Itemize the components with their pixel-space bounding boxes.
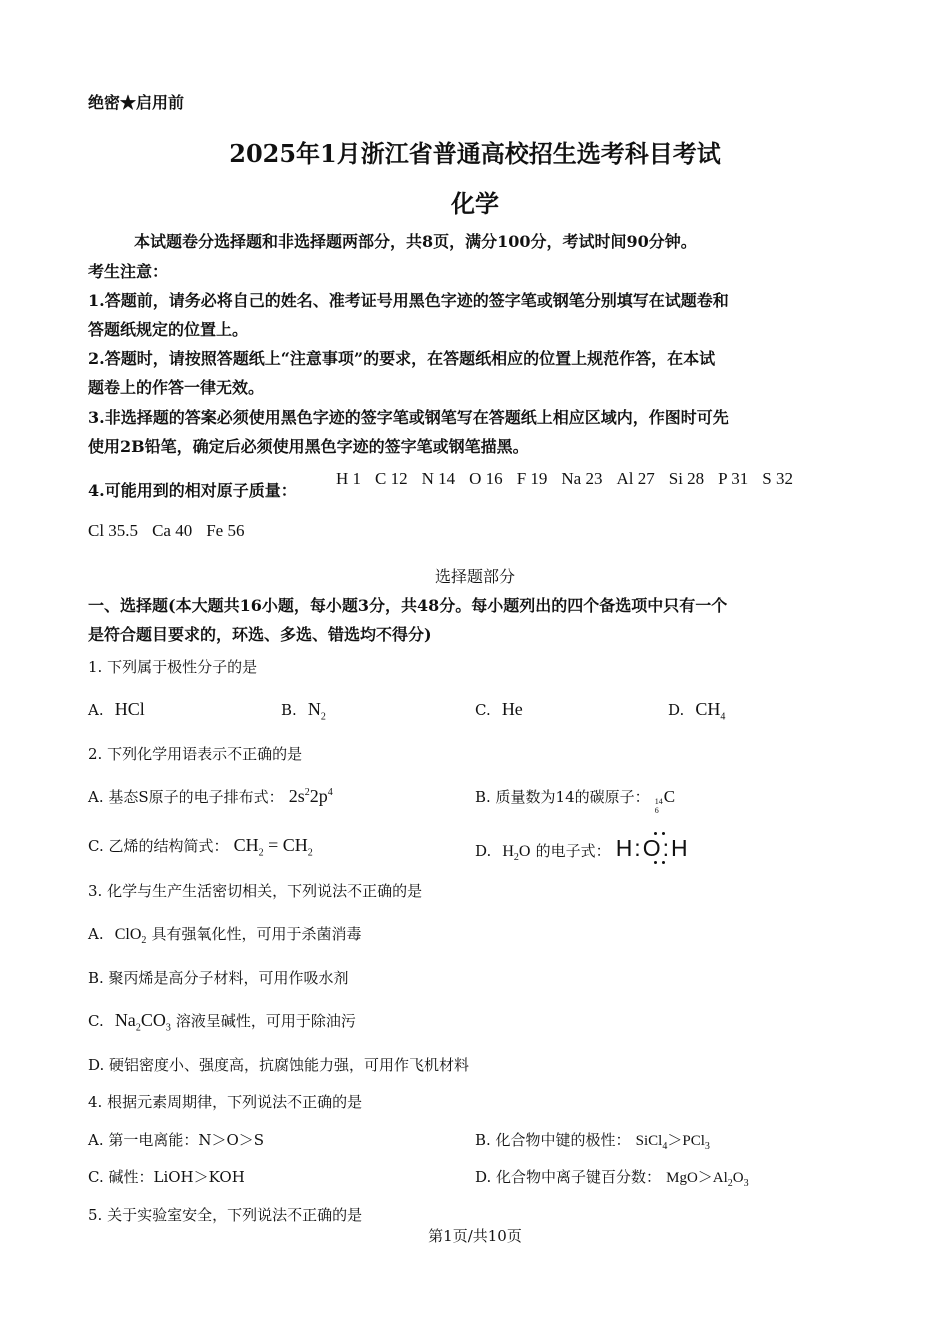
question-4-option-d: D. 化合物中离子键百分数： $MgO>Al_2O_3$ xyxy=(475,1168,749,1189)
secret-label: 绝密★启用前 xyxy=(88,93,185,112)
question-3-option-d: D. 硬铝密度小、强度高，抗腐蚀能力强，可用作飞机材料 xyxy=(88,1056,470,1074)
question-3-option-b: B. 聚丙烯是高分子材料，可用作吸水剂 xyxy=(88,969,349,987)
exam-title: 2025年1月浙江省普通高校招生选考科目考试 xyxy=(229,139,721,168)
part1-instructions-line-1: 一、选择题(本大题共16小题，每小题3分，共48分。每小题列出的四个备选项中只有一个 xyxy=(88,596,728,615)
atom-mass: P 31 xyxy=(718,469,749,488)
atom-mass: Al 27 xyxy=(616,469,655,488)
question-1-option-c: C. He xyxy=(475,699,523,719)
question-4-option-b: B. 化合物中键的极性： SiCl$_4$＞PCl$_3$ xyxy=(475,1131,710,1152)
question-1-option-b: B. $N_2$ xyxy=(281,699,326,723)
question-2-option-c: C. 乙烯的结构简式： $CH_2 = CH_2$ xyxy=(88,835,313,859)
atom-mass: C 12 xyxy=(375,469,408,488)
atom-mass: H 1 xyxy=(336,469,362,488)
notice-item-4-label: 4.可能用到的相对原子质量： xyxy=(88,481,297,500)
question-1-stem: 1. 下列属于极性分子的是 xyxy=(88,658,258,676)
notice-item-1-line-1: 1.答题前，请务必将自己的姓名、准考证号用黑色字迹的签字笔或钢笔分别填写在试题卷和 xyxy=(88,291,729,310)
page-number: 第1页/共10页 xyxy=(428,1227,522,1245)
atom-mass: Ca 40 xyxy=(152,521,193,540)
atomic-masses-line-2 xyxy=(88,521,258,541)
question-3-option-a: A. ClO$_2$ 具有强氧化性，可用于杀菌消毒 xyxy=(88,925,362,947)
atom-mass: Si 28 xyxy=(668,469,705,488)
water-lewis-structure: H:O:H xyxy=(616,835,690,862)
question-1-option-a: A. HCl xyxy=(88,699,145,719)
notice-item-2-line-1: 2.答题时，请按照答题纸上“注意事项”的要求，在答题纸相应的位置上规范作答，在本试 xyxy=(88,349,716,368)
question-4-option-c: C. 碱性：LiOH＞KOH xyxy=(88,1168,245,1186)
subject-title: 化学 xyxy=(451,189,499,218)
question-3-stem: 3. 化学与生产生活密切相关，下列说法不正确的是 xyxy=(88,882,423,900)
atomic-masses-line-1 xyxy=(336,469,807,489)
atom-mass: Fe 56 xyxy=(206,521,245,540)
atom-mass: Cl 35.5 xyxy=(88,521,139,540)
question-2-stem: 2. 下列化学用语表示不正确的是 xyxy=(88,745,303,763)
atom-mass: F 19 xyxy=(516,469,548,488)
notice-item-3-line-2: 使用2B铅笔，确定后必须使用黑色字迹的签字笔或钢笔描黑。 xyxy=(88,437,529,456)
intro-text: 本试题卷分选择题和非选择题两部分，共8页，满分100分，考试时间90分钟。 xyxy=(134,232,697,251)
question-4-option-a: A. 第一电离能：N＞O＞S xyxy=(88,1131,265,1149)
question-1-option-d: D. $CH_4$ xyxy=(668,699,726,723)
question-5-stem: 5. 关于实验室安全，下列说法不正确的是 xyxy=(88,1206,363,1224)
section-title: 选择题部分 xyxy=(434,567,515,586)
question-2-option-b: B. 质量数为14的碳原子： 14 6 C xyxy=(475,787,676,815)
question-2-option-d: D. $H_2O$ 的电子式： H:O:H xyxy=(475,835,690,862)
question-4-stem: 4. 根据元素周期律，下列说法不正确的是 xyxy=(88,1093,363,1111)
part1-instructions-line-2: 是符合题目要求的，环选、多选、错选均不得分) xyxy=(88,625,432,644)
question-2-option-a: A. 基态S原子的电子排布式： $2s^22p^4$ xyxy=(88,786,333,806)
notice-item-3-line-1: 3.非选择题的答案必须使用黑色字迹的签字笔或钢笔写在答题纸上相应区域内，作图时可先 xyxy=(88,408,729,427)
atom-mass: Na 23 xyxy=(561,469,603,488)
atom-mass: N 14 xyxy=(421,469,456,488)
notice-item-1-line-2: 答题纸规定的位置上。 xyxy=(88,320,249,339)
notice-heading: 考生注意： xyxy=(88,262,169,281)
question-3-option-c: C. $Na_2CO_3$ 溶液呈碱性，可用于除油污 xyxy=(88,1010,356,1034)
atom-mass: S 32 xyxy=(762,469,793,488)
atom-mass: O 16 xyxy=(469,469,503,488)
notice-item-2-line-2: 题卷上的作答一律无效。 xyxy=(88,378,265,397)
